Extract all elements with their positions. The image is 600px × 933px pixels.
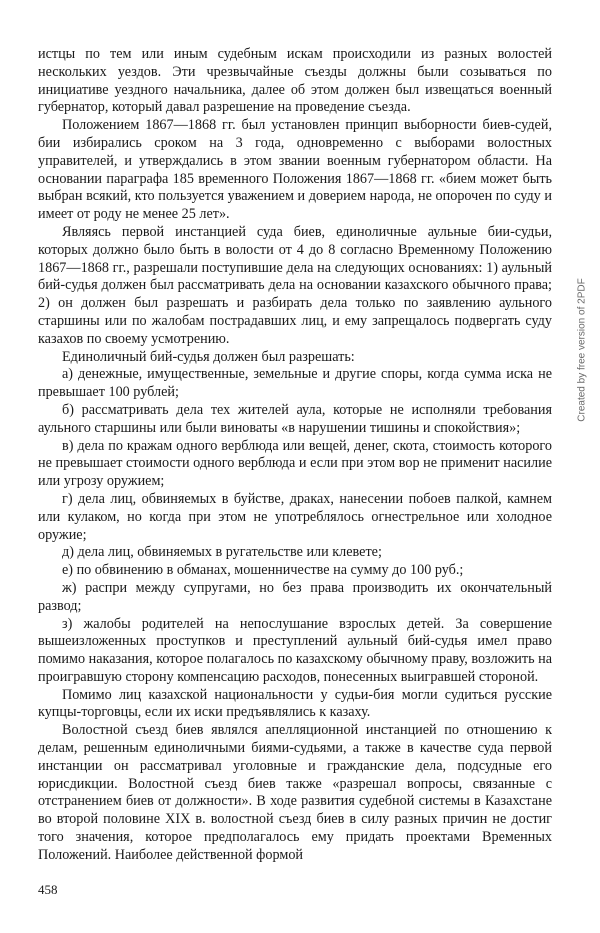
paragraph-4: Единоличный бий-судья должен был разрешать: — [62, 348, 355, 365]
body-text — [38, 46, 552, 865]
list-item-d: д) дела лиц, обвиняемых в ругательстве или клевете; — [62, 544, 382, 561]
list-item-zh: ж) распри между супругами, но без права производить их окончательный развод; — [38, 579, 552, 614]
page-number: 458 — [38, 882, 58, 897]
list-item-b: б) рассматривать дела тех жителей аула, которые не исполняли требования аульного старшины или были виноваты «в нарушении тишины и спокойствия»; — [38, 401, 552, 436]
list-item-z: з) жалобы родителей на непослушание взрослых детей. За совершение вышеизложенных проступков и преступлений аульный бий-судья имел право помимо наказания, которое полагалось по казахскому обычному праву, возложить на проигравшую сторону компенсацию расходов, понесенных выигравшей стороной. — [38, 615, 552, 685]
paragraph-2: Положением 1867—1868 гг. был установлен принцип выборности биев-судей, бии избирались сроком на 3 года, одновременно с выборами волостных управителей, и утверждались в этом звании военным губернатором области. На основании параграфа 185 временного Положения 1867—1868 гг. «бием может быть выбран всякий, кто пользуется уважением и доверием народа, не опорочен по суду и имеет от роду не менее 25 лет». — [38, 117, 552, 223]
list-item-v: в) дела по кражам одного верблюда или вещей, денег, скота, стоимость которого не превышает стоимости одного верблюда и если при этом вор не применит насилие или угрозу оружием; — [38, 437, 552, 490]
list-item-e: е) по обвинению в обманах, мошенничестве на сумму до 100 руб.; — [62, 562, 464, 579]
list-item-g: г) дела лиц, обвиняемых в буйстве, драках, нанесении побоев палкой, камнем или кулаком, но когда при этом не употреблялось огнестрельное или холодное оружие; — [38, 490, 552, 543]
paragraph-14: Волостной съезд биев являлся апелляционной инстанцией по отношению к делам, решенным единоличными биями-судьями, а также в качестве суда первой инстанции он рассматривал уголовные и гражданские дела, подсудные его юрисдикции. Волостной съезд биев также «разрешал вопросы, связанные с отстранением биев от должности». В ходе развития судебной системы в Казахстане во второй половине XIX в. волостной съезд биев в силу разных причин не достиг того значения, которое предполагалось ему придать проектами Временных Положений. Наиболее действенной формой — [38, 722, 552, 863]
watermark-text: Created by free version of 2PDF — [576, 278, 588, 422]
paragraph-1: истцы по тем или иным судебным искам происходили из разных волостей нескольких уездов. Эти чрезвычайные съезды должны были созываться по инициативе уездного начальника, далее об этом должен был извещаться военный губернатор, который давал разрешение на проведение съезда. — [38, 46, 552, 116]
list-item-a: а) денежные, имущественные, земельные и другие споры, когда сумма иска не превышает 100 рублей; — [38, 366, 552, 401]
paragraph-3: Являясь первой инстанцией суда биев, единоличные аульные бии-судьи, которых должно было быть в волости от 4 до 8 согласно Временному Положению 1867—1868 гг., разрешали поступившие дела на следующих основаниях: 1) аульный бий-судья должен был рассматривать дела на основании казахского обычного права; 2) он должен был разрешать и разбирать дела только по заявлению аульного старшины или по жалобам пострадавших лиц, и ему запрещалось подвергать суду казахов по своему усмотрению. — [38, 223, 552, 347]
paragraph-13: Помимо лиц казахской национальности у судьи-бия могли судиться русские купцы-торговцы, если их иски предъявлялись к казаху. — [38, 686, 552, 721]
